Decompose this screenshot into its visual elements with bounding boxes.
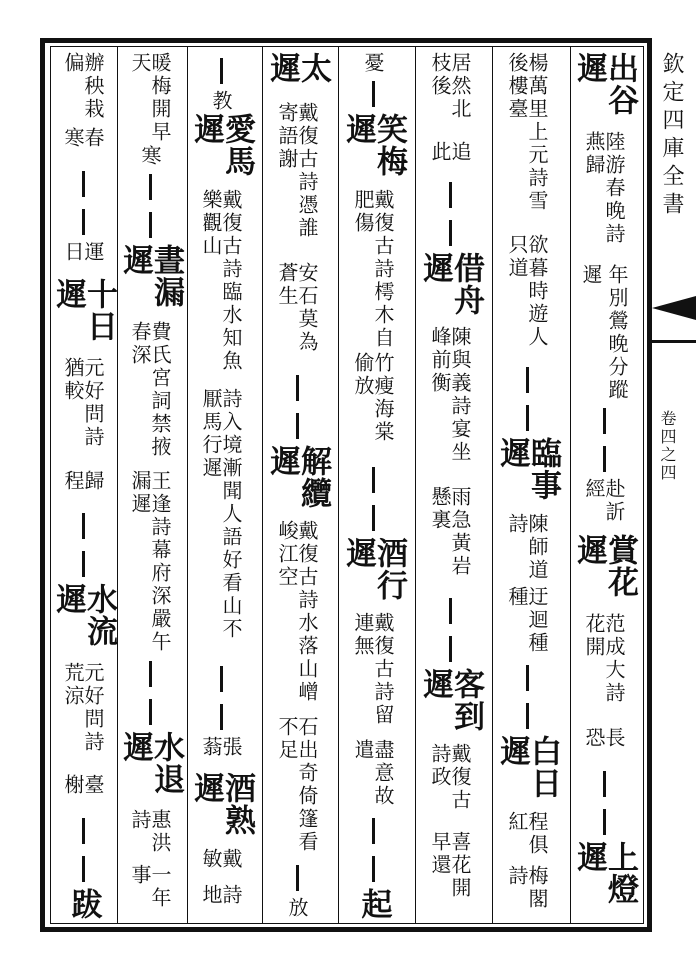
column-rule [338,47,339,923]
repeat-mark [82,818,85,844]
entry-heading: 酒行遲 [340,536,407,601]
repeat-mark [526,703,529,729]
repeat-mark [603,809,606,835]
book-title: 欽定四庫全書 [659,52,684,220]
entry-heading: 出谷遲 [571,52,638,116]
repeat-mark [372,856,375,882]
repeat-mark [82,171,85,197]
repeat-mark [372,818,375,844]
repeat-marks [220,660,223,736]
entry-annotation: 陸游春晚詩燕歸 [582,131,626,247]
entry-heading: 水退遲 [117,731,184,796]
column-rule [570,47,571,923]
entry-annotation: 程俱紅 [505,810,549,857]
repeat-mark [526,367,529,393]
fish-tail-rule [652,340,696,343]
text-column [417,52,484,920]
entry-heading: 臨事遲 [494,437,561,502]
repeat-marks [220,52,223,90]
repeat-mark [149,212,152,238]
entry-annotation: 惠洪詩 [128,808,172,855]
repeat-mark [149,699,152,725]
repeat-marks [372,461,375,537]
entry-heading: 客到遲 [417,668,484,733]
annotation-pair [581,264,627,402]
entry-annotation: 詩地 [199,883,243,907]
repeat-marks [372,812,375,888]
repeat-mark [603,408,606,434]
entry-annotation: 放 [285,897,309,921]
repeat-marks [82,165,85,241]
entry-heading: 白日遲 [494,734,561,799]
entry-annotation: 運日 [61,240,105,264]
column-rule [117,47,118,923]
repeat-mark [149,661,152,687]
entry-annotation: 寒 [138,144,162,168]
entry-annotation: 春寒 [61,127,105,151]
repeat-mark [296,375,299,401]
repeat-marks [372,75,375,113]
entry-annotation: 戴復古詩留連無 [351,612,395,728]
repeat-mark [149,174,152,200]
entry-annotation: 教 [209,90,233,113]
repeat-mark [449,182,452,208]
text-column [340,52,407,920]
entry-annotation: 一年事 [128,864,172,911]
entry-annotation: 戴復古詩政 [428,742,472,812]
repeat-marks [526,659,529,735]
entry-annotation: 欲暮時遊人只道 [505,233,549,349]
repeat-marks [82,812,85,888]
entry-annotation: 費氏宮詞禁掖春深 [128,321,172,460]
juan-number: 卷四之四 [658,410,677,482]
entry-annotation: 王逢詩幕府深嚴午漏遲 [128,469,172,654]
repeat-marks [296,859,299,897]
entry-annotation: 元好問詩荒涼 [61,661,105,754]
repeat-mark [603,771,606,797]
repeat-mark [372,81,375,107]
entry-annotation: 迂迴種種 [505,586,549,656]
entry-annotation: 臺榭 [61,774,105,798]
entry-heading: 跋 [65,888,102,921]
entry-heading: 愛馬遲 [188,113,255,177]
repeat-mark [220,58,223,84]
text-column [494,52,561,920]
repeat-mark [220,704,223,730]
entry-annotation: 雨急黃岩懸裏 [428,486,472,578]
entry-annotation: 赴訢經 [582,477,626,524]
entry-annotation: 范成大詩花開 [582,613,626,706]
repeat-marks [296,369,299,445]
repeat-mark [526,405,529,431]
text-column [188,52,255,920]
repeat-mark [449,598,452,624]
repeat-mark [372,505,375,531]
column-rule [492,47,493,923]
entry-annotation: 梅閣詩 [505,865,549,912]
entry-annotation: 陳與義詩宴坐峰前衡 [428,326,472,465]
entry-annotation: 歸程 [61,469,105,493]
entry-annotation: 辦秧栽偏 [61,52,105,121]
entry-annotation: 元好問詩猶較 [61,356,105,449]
entry-annotation: 戴復古詩臨水知魚樂觀山 [199,188,243,373]
entry-annotation: 追此 [428,140,472,164]
repeat-marks [603,402,606,478]
entry-annotation: 喜花開早還 [428,831,472,901]
entry-annotation: 詩入境漸聞人語好看山不厭馬行遲 [199,387,243,641]
entry-annotation: 年別鶯晚分蹤 [605,263,629,402]
entry-annotation: 竹瘦海棠偷放 [351,351,395,444]
repeat-marks [603,765,606,841]
entry-heading: 起 [355,887,392,920]
entry-annotation: 暖梅開早天 [128,52,172,144]
entry-heading: 笑梅遲 [340,113,407,177]
text-column [50,52,117,921]
entry-annotation: 安石莫為蒼生 [275,262,319,355]
entry-heading: 十日遲 [50,278,117,343]
entry-annotation: 楊萬里上元詩雪後樓臺 [505,52,549,213]
entry-annotation: 長恐 [582,727,626,751]
repeat-mark [449,220,452,246]
entry-heading: 酒熟遲 [188,771,255,836]
entry-annotation: 陳師道詩 [505,513,549,583]
entry-annotation: 戴敏 [199,847,243,871]
repeat-mark [82,551,85,577]
entry-annotation: 憂 [361,52,385,75]
text-column [264,52,331,921]
entry-heading: 借舟遲 [417,252,484,317]
repeat-marks [149,168,152,244]
text-column [117,52,184,920]
repeat-mark [82,513,85,539]
entry-annotation: 盡意故遣 [351,739,395,809]
repeat-marks [449,176,452,252]
entry-annotation: 石出奇倚篷看不足 [275,716,319,855]
repeat-mark [526,665,529,691]
entry-heading: 太遲 [264,52,331,84]
entry-heading: 上燈遲 [571,840,638,905]
entry-annotation: 遲 [579,263,603,287]
repeat-marks [149,655,152,731]
column-rule [262,47,263,923]
repeat-mark [296,413,299,439]
entry-annotation: 張蓊 [199,735,243,759]
column-rule [415,47,416,923]
text-column [571,52,638,920]
repeat-marks [526,361,529,437]
entry-annotation: 居然北枝後 [428,52,472,121]
repeat-mark [296,865,299,891]
repeat-mark [82,209,85,235]
entry-annotation: 戴復古詩水落山嶒峻江空 [275,519,319,704]
entry-heading: 晝漏遲 [117,243,184,308]
entry-annotation: 戴復古詩樗木自肥傷 [351,188,395,350]
entry-heading: 水流遲 [50,583,117,648]
repeat-mark [82,856,85,882]
entry-heading: 賞花遲 [571,534,638,599]
entry-annotation: 戴復古詩憑誰寄語謝 [275,101,319,240]
repeat-marks [449,592,452,668]
repeat-marks [82,507,85,583]
repeat-mark [449,636,452,662]
repeat-mark [372,467,375,493]
repeat-mark [220,666,223,692]
repeat-mark [603,446,606,472]
entry-heading: 解纜遲 [264,445,331,510]
